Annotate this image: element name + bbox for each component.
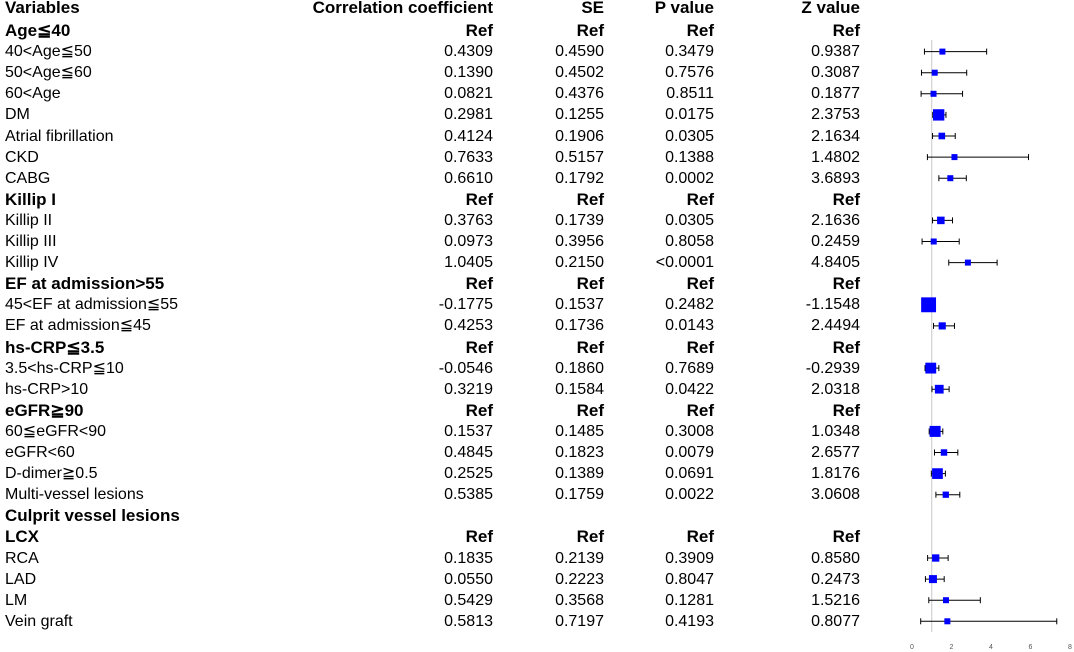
row-label: 60<Age — [5, 85, 61, 103]
cell-correlation-coefficient: 0.1390 — [444, 64, 493, 82]
cell-se: 0.2150 — [555, 254, 604, 272]
group-header-row — [0, 337, 900, 358]
cell-correlation-coefficient: 0.5813 — [444, 612, 493, 630]
cell-z-value: 1.4802 — [811, 148, 860, 166]
cell-se: Ref — [576, 21, 604, 40]
cell-correlation-coefficient: 0.1835 — [444, 549, 493, 567]
cell-correlation-coefficient: Ref — [465, 337, 493, 357]
cell-correlation-coefficient: 0.4124 — [444, 127, 493, 145]
header-se: SE — [581, 0, 604, 17]
cell-se: 0.1537 — [555, 296, 604, 314]
cell-se: 0.1584 — [555, 380, 604, 398]
cell-z-value: Ref — [832, 21, 860, 40]
cell-se: 0.4590 — [555, 43, 604, 61]
row-label: 50<Age≦60 — [5, 64, 92, 82]
cell-se: 0.1389 — [555, 465, 604, 483]
header-variables: Variables — [5, 0, 80, 17]
cell-correlation-coefficient: 1.0405 — [444, 254, 493, 272]
table-row — [0, 294, 900, 315]
cell-se: 0.1739 — [555, 211, 604, 229]
cell-se: 0.1255 — [555, 106, 604, 124]
cell-p-value: 0.3479 — [665, 43, 714, 61]
point-estimate-marker — [925, 363, 936, 374]
row-label: Atrial fibrillation — [5, 127, 114, 145]
row-label: Killip II — [5, 211, 53, 229]
cell-z-value: 4.8405 — [811, 254, 860, 272]
row-label: 45<EF at admission≦55 — [5, 296, 179, 314]
cell-se: 0.1792 — [555, 169, 604, 187]
table-row — [0, 104, 900, 125]
table-row — [0, 210, 900, 231]
cell-p-value: Ref — [686, 21, 714, 40]
cell-z-value: 0.8077 — [811, 612, 860, 630]
row-label: eGFR≧90 — [5, 400, 84, 420]
table-row — [0, 442, 900, 463]
cell-correlation-coefficient: 0.5385 — [444, 486, 493, 504]
point-estimate-marker — [941, 449, 947, 455]
cell-se: 0.1860 — [555, 359, 604, 377]
cell-se: 0.4376 — [555, 85, 604, 103]
cell-p-value: Ref — [686, 400, 714, 420]
table-row — [0, 147, 900, 168]
cell-correlation-coefficient: -0.0546 — [438, 359, 493, 377]
cell-p-value: 0.0422 — [665, 380, 714, 398]
cell-z-value: -1.1548 — [805, 296, 860, 314]
cell-correlation-coefficient: 0.6610 — [444, 169, 493, 187]
group-header-row — [0, 273, 900, 294]
cell-correlation-coefficient: Ref — [465, 21, 493, 40]
point-estimate-marker — [930, 426, 941, 437]
table-row — [0, 484, 900, 505]
cell-z-value: 2.1636 — [811, 211, 860, 229]
point-estimate-marker — [947, 175, 953, 181]
cell-p-value: 0.0305 — [665, 211, 714, 229]
point-estimate-marker — [933, 109, 944, 120]
row-label: EF at admission≦45 — [5, 317, 151, 335]
table-row — [0, 421, 900, 442]
cell-p-value: Ref — [686, 527, 714, 547]
cell-se: Ref — [576, 189, 604, 209]
table-row — [0, 126, 900, 147]
group-header-row — [0, 400, 900, 421]
table-row — [0, 168, 900, 189]
cell-p-value: 0.0002 — [665, 169, 714, 187]
cell-correlation-coefficient: 0.1537 — [444, 422, 493, 440]
table-row — [0, 569, 900, 590]
point-estimate-marker — [931, 91, 937, 97]
point-estimate-marker — [932, 468, 943, 479]
x-tick-label: 4 — [989, 644, 993, 651]
cell-correlation-coefficient: 0.3763 — [444, 211, 493, 229]
cell-z-value: 2.3753 — [811, 106, 860, 124]
cell-z-value: 1.8176 — [811, 465, 860, 483]
cell-se: 0.1736 — [555, 317, 604, 335]
cell-p-value: 0.8058 — [665, 233, 714, 250]
cell-se: 0.1906 — [555, 127, 604, 145]
cell-se: Ref — [576, 400, 604, 420]
cell-p-value: Ref — [686, 189, 714, 209]
point-estimate-marker — [935, 385, 944, 394]
cell-correlation-coefficient: -0.1775 — [438, 296, 493, 314]
cell-z-value: 2.1634 — [811, 127, 860, 145]
point-estimate-marker — [932, 70, 938, 76]
cell-correlation-coefficient: 0.3219 — [444, 380, 493, 398]
cell-z-value: Ref — [832, 337, 860, 357]
cell-p-value: 0.1388 — [665, 148, 714, 166]
cell-p-value: Ref — [686, 337, 714, 357]
table-row — [0, 315, 900, 336]
cell-correlation-coefficient: 0.0550 — [444, 570, 493, 588]
point-estimate-marker — [939, 49, 945, 55]
cell-p-value: 0.3909 — [665, 549, 714, 567]
cell-correlation-coefficient: Ref — [465, 274, 493, 294]
cell-z-value: Ref — [832, 400, 860, 420]
cell-correlation-coefficient: Ref — [465, 400, 493, 420]
cell-p-value: 0.3008 — [665, 422, 714, 440]
cell-correlation-coefficient: 0.7633 — [444, 148, 493, 166]
group-header-row — [0, 189, 900, 210]
row-label: LAD — [5, 570, 37, 588]
cell-z-value: 3.6893 — [811, 169, 860, 187]
row-label: RCA — [5, 549, 39, 567]
point-estimate-marker — [943, 492, 949, 498]
cell-correlation-coefficient: 0.4309 — [444, 43, 493, 61]
header-z-value: Z value — [801, 0, 860, 17]
point-estimate-marker — [939, 133, 946, 140]
cell-se: 0.3568 — [555, 591, 604, 609]
table-row — [0, 83, 900, 104]
cell-correlation-coefficient: 0.4845 — [444, 444, 493, 461]
cell-p-value: 0.0305 — [665, 127, 714, 145]
cell-correlation-coefficient: Ref — [465, 527, 493, 547]
cell-se: 0.7197 — [555, 612, 604, 630]
cell-correlation-coefficient: 0.0973 — [444, 233, 493, 250]
table-row — [0, 590, 900, 611]
table-row — [0, 548, 900, 569]
cell-z-value: 0.2473 — [811, 570, 860, 588]
row-label: Age≦40 — [5, 21, 71, 40]
cell-p-value: 0.7689 — [665, 359, 714, 377]
row-label: LM — [5, 591, 28, 609]
header-correlation-coefficient: Correlation coefficient — [312, 0, 493, 17]
table-row — [0, 358, 900, 379]
group-header-row — [0, 526, 900, 547]
cell-p-value: 0.7576 — [665, 64, 714, 82]
point-estimate-marker — [921, 297, 936, 312]
row-label: LCX — [5, 527, 39, 547]
cell-z-value: Ref — [832, 527, 860, 547]
cell-se: 0.1759 — [555, 486, 604, 504]
row-label: EF at admission>55 — [5, 274, 165, 294]
row-label: D-dimer≧0.5 — [5, 465, 98, 483]
cell-p-value: 0.1281 — [665, 591, 714, 609]
cell-correlation-coefficient: 0.2981 — [444, 106, 493, 124]
header-p-value: P value — [654, 0, 714, 17]
cell-z-value: 0.9387 — [811, 43, 860, 61]
cell-p-value: <0.0001 — [655, 254, 714, 272]
cell-z-value: 2.0318 — [811, 380, 860, 398]
cell-z-value: 3.0608 — [811, 486, 860, 504]
row-label: Killip III — [5, 233, 57, 250]
row-label: DM — [5, 106, 30, 124]
cell-se: 0.5157 — [555, 148, 604, 166]
group-header-row — [0, 505, 900, 526]
cell-p-value: 0.0022 — [665, 486, 714, 504]
point-estimate-marker — [943, 597, 949, 603]
cell-z-value: 1.5216 — [811, 591, 860, 609]
cell-p-value: 0.0079 — [665, 444, 714, 461]
cell-z-value: 0.1877 — [811, 85, 860, 103]
point-estimate-marker — [944, 618, 950, 624]
row-label: CKD — [5, 148, 39, 166]
cell-se: 0.2139 — [555, 549, 604, 567]
cell-se: Ref — [576, 337, 604, 357]
cell-se: 0.1485 — [555, 422, 604, 440]
point-estimate-marker — [931, 239, 937, 245]
table-row — [0, 379, 900, 400]
row-label: 40<Age≦50 — [5, 43, 92, 61]
x-tick-label: 0 — [910, 644, 914, 651]
cell-p-value: 0.0143 — [665, 317, 714, 335]
plot-layer — [910, 40, 1072, 651]
table-row — [0, 231, 900, 252]
table-row — [0, 62, 900, 83]
cell-correlation-coefficient: 0.0821 — [444, 85, 493, 103]
cell-p-value: 0.0691 — [665, 465, 714, 483]
point-estimate-marker — [965, 260, 971, 266]
row-label: Culprit vessel lesions — [5, 506, 180, 526]
cell-p-value: 0.4193 — [665, 612, 714, 630]
x-tick-label: 6 — [1028, 644, 1033, 651]
point-estimate-marker — [937, 217, 945, 225]
row-label: CABG — [5, 169, 51, 187]
table-row — [0, 41, 900, 62]
cell-z-value: 2.6577 — [811, 444, 860, 461]
table-row — [0, 611, 900, 632]
row-label: hs-CRP>10 — [5, 380, 89, 398]
cell-z-value: 0.2459 — [811, 233, 860, 250]
cell-se: 0.1823 — [555, 444, 604, 461]
x-tick-label: 2 — [949, 644, 954, 651]
row-label: Multi-vessel lesions — [5, 486, 144, 504]
point-estimate-marker — [929, 575, 937, 583]
cell-correlation-coefficient: Ref — [465, 189, 493, 209]
cell-p-value: 0.2482 — [665, 296, 714, 314]
x-tick-label: 8 — [1068, 644, 1072, 651]
point-estimate-marker — [951, 154, 957, 160]
forest-plot — [900, 0, 1074, 652]
cell-se: 0.2223 — [555, 570, 604, 588]
cell-correlation-coefficient: 0.5429 — [444, 591, 493, 609]
row-label: eGFR<60 — [5, 444, 75, 461]
table-row — [0, 252, 900, 273]
row-label: Vein graft — [5, 612, 73, 630]
cell-z-value: 2.4494 — [811, 317, 860, 335]
cell-correlation-coefficient: 0.2525 — [444, 465, 493, 483]
table-row — [0, 463, 900, 484]
cell-z-value: Ref — [832, 189, 860, 209]
row-label: 3.5<hs-CRP≦10 — [5, 359, 124, 377]
row-label: 60≦eGFR<90 — [5, 422, 107, 440]
row-label: hs-CRP≦3.5 — [5, 337, 105, 357]
cell-se: 0.4502 — [555, 64, 604, 82]
cell-z-value: Ref — [832, 274, 860, 294]
cell-se: Ref — [576, 274, 604, 294]
cell-p-value: Ref — [686, 274, 714, 294]
cell-p-value: 0.0175 — [665, 106, 714, 124]
cell-z-value: -0.2939 — [805, 359, 860, 377]
point-estimate-marker — [932, 554, 939, 561]
cell-z-value: 0.3087 — [811, 64, 860, 82]
cell-z-value: 1.0348 — [811, 422, 860, 440]
cell-se: Ref — [576, 527, 604, 547]
cell-se: 0.3956 — [555, 233, 604, 250]
cell-correlation-coefficient: 0.4253 — [444, 317, 493, 335]
row-label: Killip I — [5, 189, 56, 209]
cell-p-value: 0.8047 — [665, 570, 714, 588]
row-label: Killip IV — [5, 254, 59, 272]
point-estimate-marker — [939, 322, 946, 329]
cell-p-value: 0.8511 — [666, 85, 714, 103]
group-header-row — [0, 20, 900, 41]
cell-z-value: 0.8580 — [811, 549, 860, 567]
